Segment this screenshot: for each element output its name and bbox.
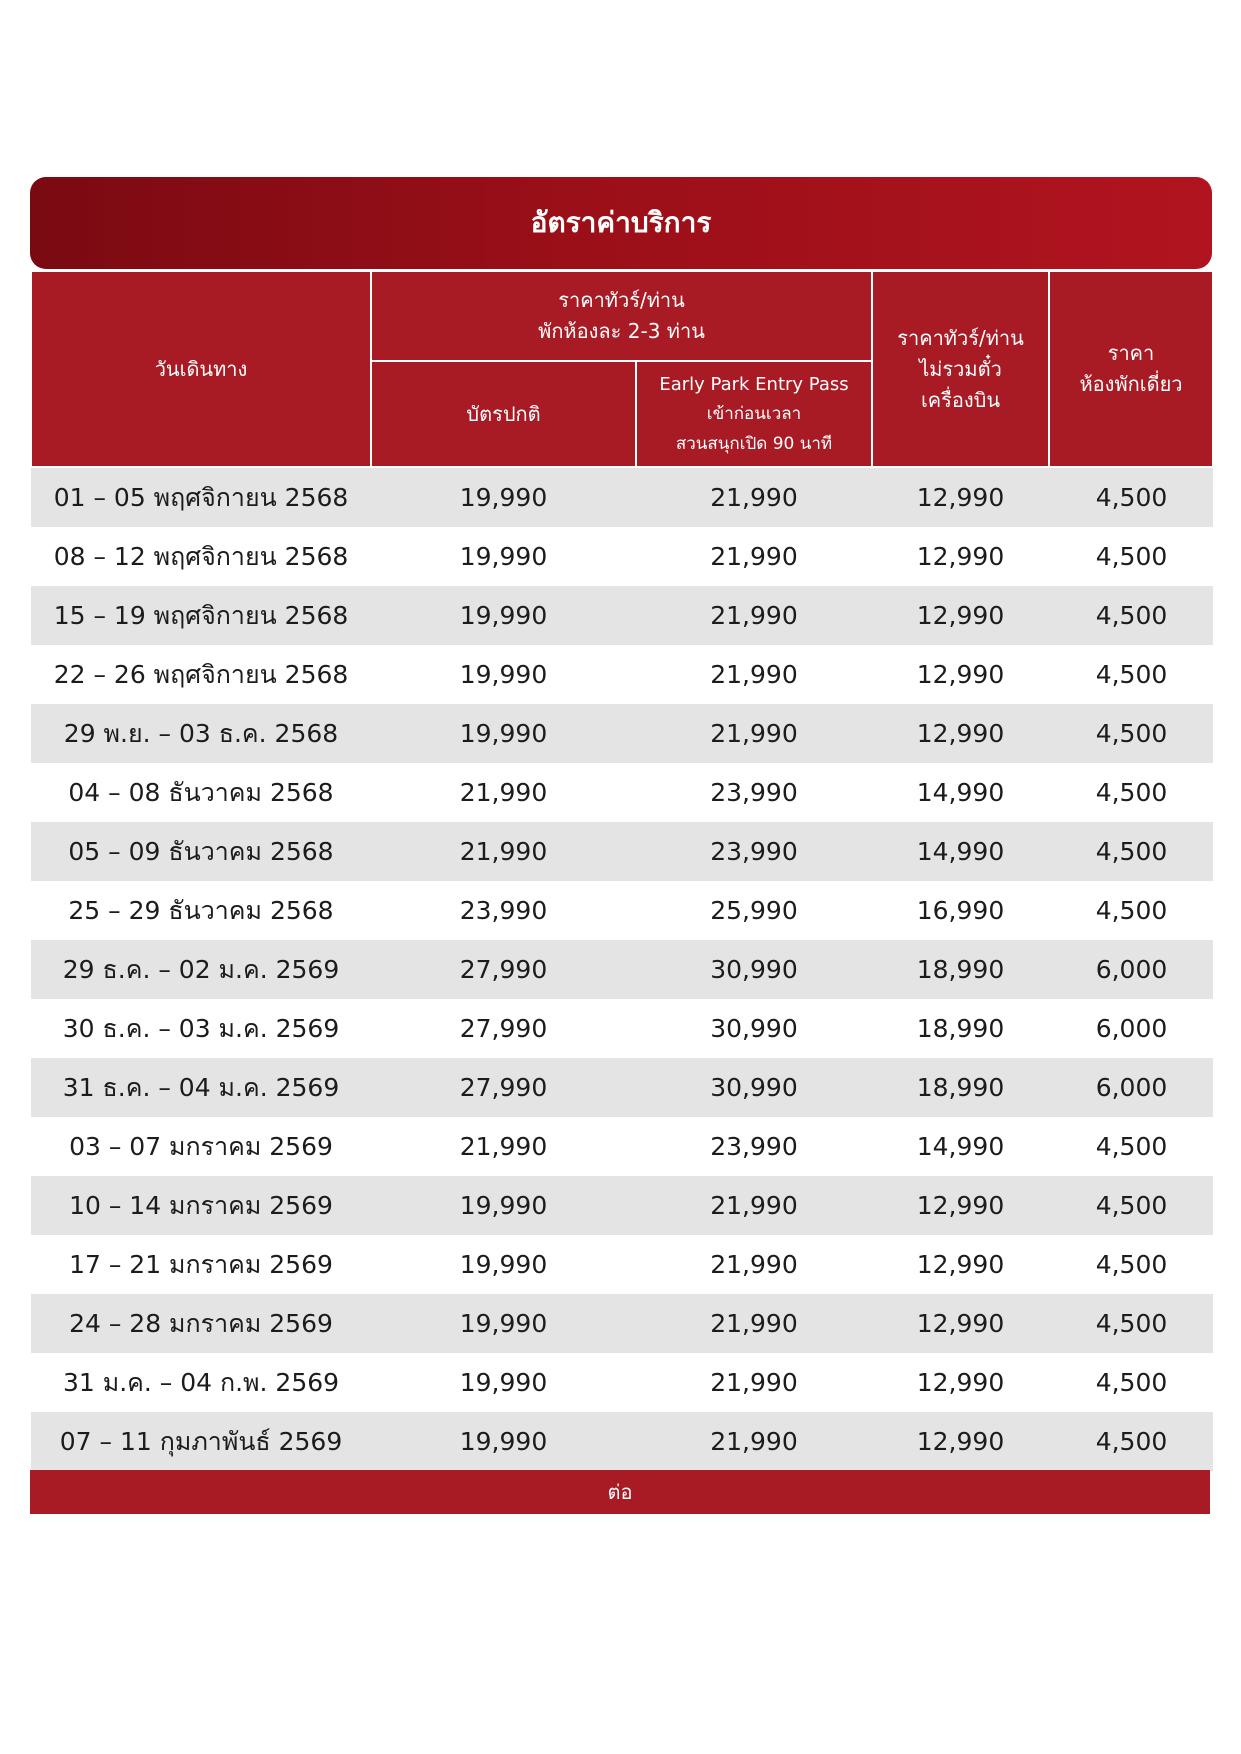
cell-no-flight: 12,990: [872, 1176, 1049, 1235]
cell-single: 4,500: [1049, 467, 1213, 527]
cell-single: 4,500: [1049, 527, 1213, 586]
cell-date: 07 – 11 กุมภาพันธ์ 2569: [31, 1412, 371, 1471]
cell-early: 25,990: [636, 881, 872, 940]
cell-no-flight: 12,990: [872, 527, 1049, 586]
cell-single: 6,000: [1049, 999, 1213, 1058]
header-travel-date: วันเดินทาง: [31, 271, 371, 467]
price-table-body: [31, 467, 1213, 1471]
page-title: อัตราค่าบริการ: [30, 177, 1212, 269]
cell-no-flight: 12,990: [872, 1353, 1049, 1412]
cell-early: 30,990: [636, 999, 872, 1058]
cell-no-flight: 18,990: [872, 940, 1049, 999]
cell-date: 22 – 26 พฤศจิกายน 2568: [31, 645, 371, 704]
cell-early: 30,990: [636, 1058, 872, 1117]
cell-date: 08 – 12 พฤศจิกายน 2568: [31, 527, 371, 586]
cell-date: 25 – 29 ธันวาคม 2568: [31, 881, 371, 940]
cell-date: 05 – 09 ธันวาคม 2568: [31, 822, 371, 881]
header-no-flight-line1: ราคาทัวร์/ท่าน: [897, 325, 1024, 350]
cell-early: 21,990: [636, 1294, 872, 1353]
cell-date: 04 – 08 ธันวาคม 2568: [31, 763, 371, 822]
cell-early: 23,990: [636, 822, 872, 881]
cell-regular: 19,990: [371, 1235, 636, 1294]
cell-early: 21,990: [636, 586, 872, 645]
cell-early: 21,990: [636, 467, 872, 527]
cell-regular: 23,990: [371, 881, 636, 940]
cell-regular: 21,990: [371, 763, 636, 822]
cell-regular: 19,990: [371, 467, 636, 527]
cell-regular: 21,990: [371, 822, 636, 881]
cell-single: 4,500: [1049, 704, 1213, 763]
header-no-flight-line2: ไม่รวมตั๋ว: [919, 356, 1002, 381]
cell-date: 01 – 05 พฤศจิกายน 2568: [31, 467, 371, 527]
cell-no-flight: 14,990: [872, 1117, 1049, 1176]
cell-no-flight: 12,990: [872, 645, 1049, 704]
cell-no-flight: 12,990: [872, 467, 1049, 527]
cell-no-flight: 16,990: [872, 881, 1049, 940]
cell-no-flight: 12,990: [872, 704, 1049, 763]
header-single-line1: ราคา: [1107, 341, 1155, 365]
cell-no-flight: 18,990: [872, 999, 1049, 1058]
table-row: [31, 1412, 1213, 1471]
cell-regular: 27,990: [371, 940, 636, 999]
header-early-line2: เข้าก่อนเวลา: [706, 404, 802, 424]
cell-regular: 19,990: [371, 1294, 636, 1353]
cell-early: 21,990: [636, 527, 872, 586]
cell-date: 24 – 28 มกราคม 2569: [31, 1294, 371, 1353]
cell-date: 29 พ.ย. – 03 ธ.ค. 2568: [31, 704, 371, 763]
table-row: [31, 586, 1213, 645]
header-single-room: [1049, 271, 1213, 467]
cell-single: 4,500: [1049, 1117, 1213, 1176]
cell-no-flight: 12,990: [872, 1294, 1049, 1353]
cell-single: 6,000: [1049, 1058, 1213, 1117]
cell-early: 23,990: [636, 763, 872, 822]
table-row: [31, 822, 1213, 881]
cell-no-flight: 18,990: [872, 1058, 1049, 1117]
cell-early: 21,990: [636, 645, 872, 704]
cell-single: 4,500: [1049, 881, 1213, 940]
table-row: [31, 704, 1213, 763]
cell-single: 4,500: [1049, 1412, 1213, 1471]
cell-single: 4,500: [1049, 1294, 1213, 1353]
cell-regular: 21,990: [371, 1117, 636, 1176]
cell-early: 21,990: [636, 1353, 872, 1412]
table-row: [31, 645, 1213, 704]
cell-early: 21,990: [636, 704, 872, 763]
header-tour-price-label: ราคาทัวร์/ท่าน: [558, 288, 685, 312]
header-single-line2: ห้องพักเดี่ยว: [1079, 372, 1183, 396]
cell-single: 4,500: [1049, 586, 1213, 645]
cell-no-flight: 12,990: [872, 1235, 1049, 1294]
header-no-flight-price: [872, 271, 1049, 467]
cell-early: 21,990: [636, 1176, 872, 1235]
cell-date: 10 – 14 มกราคม 2569: [31, 1176, 371, 1235]
table-row: [31, 881, 1213, 940]
cell-no-flight: 14,990: [872, 822, 1049, 881]
cell-early: 21,990: [636, 1235, 872, 1294]
cell-single: 4,500: [1049, 1353, 1213, 1412]
cell-single: 4,500: [1049, 1176, 1213, 1235]
table-row: [31, 1176, 1213, 1235]
table-row: [31, 940, 1213, 999]
cell-single: 4,500: [1049, 1235, 1213, 1294]
header-early-line3: สวนสนุกเปิด 90 นาที: [675, 433, 833, 454]
cell-date: 30 ธ.ค. – 03 ม.ค. 2569: [31, 999, 371, 1058]
cell-single: 4,500: [1049, 645, 1213, 704]
cell-no-flight: 12,990: [872, 586, 1049, 645]
header-room-share-label: พักห้องละ 2-3 ท่าน: [538, 319, 705, 343]
cell-date: 31 ธ.ค. – 04 ม.ค. 2569: [31, 1058, 371, 1117]
cell-early: 30,990: [636, 940, 872, 999]
table-row: [31, 1117, 1213, 1176]
cell-date: 17 – 21 มกราคม 2569: [31, 1235, 371, 1294]
table-row: [31, 763, 1213, 822]
cell-single: 6,000: [1049, 940, 1213, 999]
cell-no-flight: 12,990: [872, 1412, 1049, 1471]
cell-regular: 19,990: [371, 645, 636, 704]
header-early-line1: Early Park Entry Pass: [659, 373, 849, 395]
table-row: [31, 999, 1213, 1058]
cell-single: 4,500: [1049, 763, 1213, 822]
cell-single: 4,500: [1049, 822, 1213, 881]
cell-early: 21,990: [636, 1412, 872, 1471]
cell-regular: 19,990: [371, 1176, 636, 1235]
cell-date: 29 ธ.ค. – 02 ม.ค. 2569: [31, 940, 371, 999]
header-regular-ticket: บัตรปกติ: [371, 361, 636, 467]
cell-date: 03 – 07 มกราคม 2569: [31, 1117, 371, 1176]
cell-regular: 27,990: [371, 1058, 636, 1117]
cell-regular: 19,990: [371, 1353, 636, 1412]
table-row: [31, 527, 1213, 586]
cell-regular: 27,990: [371, 999, 636, 1058]
header-early-entry-pass: [636, 361, 872, 467]
cell-regular: 19,990: [371, 527, 636, 586]
header-tour-price-group: [371, 271, 872, 361]
cell-date: 31 ม.ค. – 04 ก.พ. 2569: [31, 1353, 371, 1412]
table-row: [31, 1058, 1213, 1117]
table-row: [31, 1353, 1213, 1412]
continued-footer: ต่อ: [30, 1470, 1210, 1514]
cell-early: 23,990: [636, 1117, 872, 1176]
table-row: [31, 1235, 1213, 1294]
cell-regular: 19,990: [371, 704, 636, 763]
table-row: [31, 1294, 1213, 1353]
cell-no-flight: 14,990: [872, 763, 1049, 822]
header-no-flight-line3: เครื่องบิน: [920, 387, 1001, 412]
table-row: [31, 467, 1213, 527]
cell-regular: 19,990: [371, 586, 636, 645]
cell-regular: 19,990: [371, 1412, 636, 1471]
cell-date: 15 – 19 พฤศจิกายน 2568: [31, 586, 371, 645]
price-table: [30, 270, 1214, 1471]
